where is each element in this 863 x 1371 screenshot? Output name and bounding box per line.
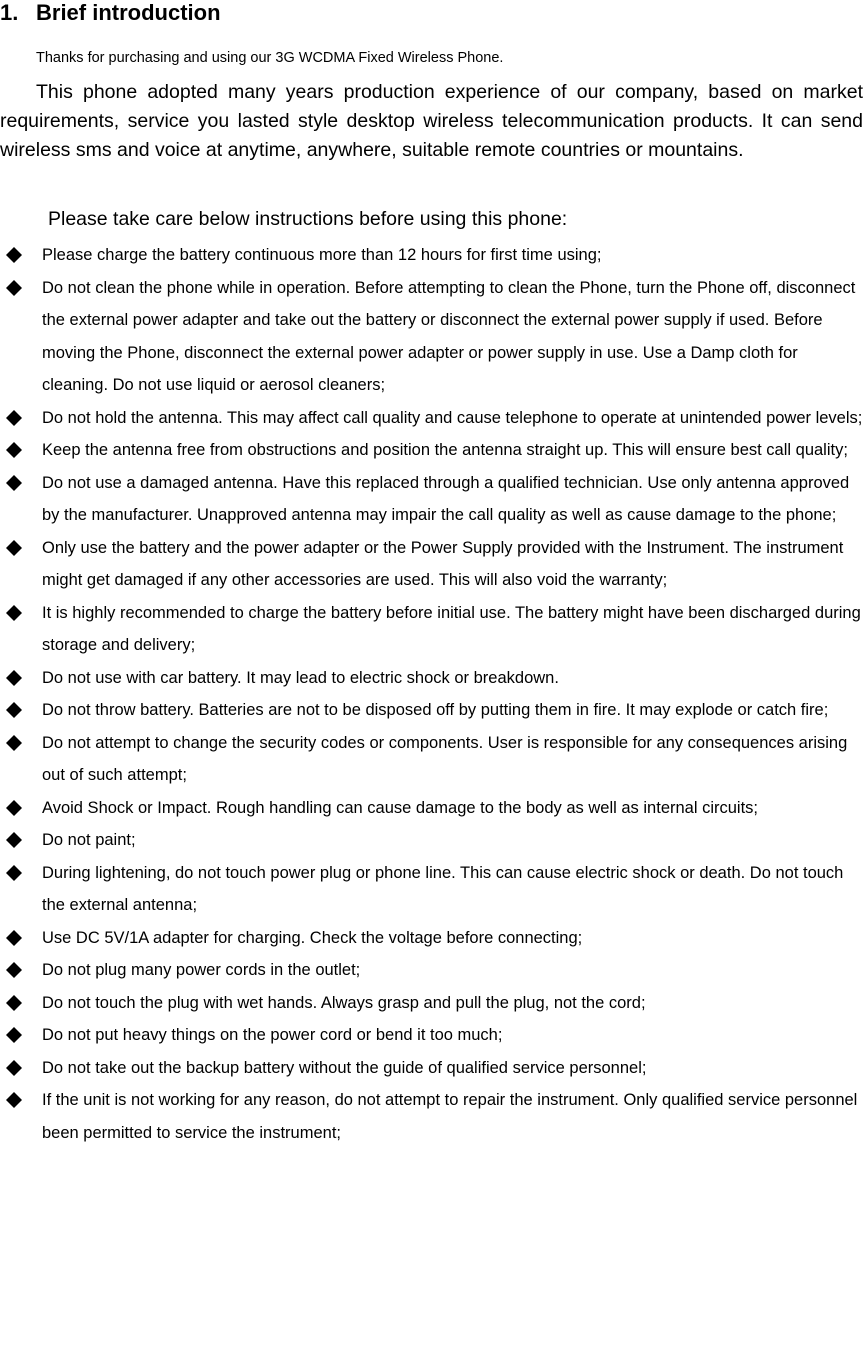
black-diamond-icon: [6, 1027, 22, 1043]
list-item: [0, 402, 863, 435]
black-diamond-icon: [6, 442, 22, 458]
list-item-text: Do not use a damaged antenna. Have this replaced through a qualified technician. Use only antenna approved by the manufacturer. Unapproved antenna may impair the call quality as well as cause damage to the phone;: [42, 473, 850, 524]
black-diamond-icon: [6, 800, 22, 816]
list-item-text: Do not take out the backup battery without the guide of qualified service personnel;: [42, 1058, 647, 1077]
black-diamond-icon: [6, 247, 22, 263]
black-diamond-icon: [6, 605, 22, 621]
list-item: [0, 922, 863, 955]
section-title: Brief introduction: [36, 0, 221, 25]
list-item-text: Do not use with car battery. It may lead to electric shock or breakdown.: [42, 668, 559, 687]
black-diamond-icon: [6, 1092, 22, 1108]
instruction-list: [0, 239, 863, 1149]
list-item: [0, 1019, 863, 1052]
thanks-line: Thanks for purchasing and using our 3G WCDMA Fixed Wireless Phone.: [36, 50, 504, 66]
list-item-text: Do not attempt to change the security codes or components. User is responsible for any consequences arising out of such attempt;: [42, 733, 848, 784]
list-item-text: Do not touch the plug with wet hands. Always grasp and pull the plug, not the cord;: [42, 993, 646, 1012]
black-diamond-icon: [6, 670, 22, 686]
list-item-text: Do not hold the antenna. This may affect call quality and cause telephone to operate at unintended power levels;: [42, 408, 863, 427]
black-diamond-icon: [6, 962, 22, 978]
black-diamond-icon: [6, 735, 22, 751]
care-heading: Please take care below instructions before using this phone:: [48, 208, 568, 230]
list-item: [0, 1052, 863, 1085]
black-diamond-icon: [6, 280, 22, 296]
black-diamond-icon: [6, 702, 22, 718]
list-item: [0, 239, 863, 272]
section-heading: [0, 0, 221, 26]
list-item: [0, 662, 863, 695]
black-diamond-icon: [6, 832, 22, 848]
intro-paragraph: This phone adopted many years production experience of our company, based on market requirements, service you lasted style desktop wireless telecommunication products. It can send wireless sms and voice at anytime, anywhere, suitable remote countries or mountains.: [0, 81, 863, 161]
list-item: [0, 532, 863, 597]
list-item-text: Do not plug many power cords in the outlet;: [42, 961, 361, 979]
list-item: [0, 467, 863, 532]
list-item-text: If the unit is not working for any reason, do not attempt to repair the instrument. Only qualified service personnel been permitted to service the instrument;: [42, 1091, 858, 1142]
black-diamond-icon: [6, 540, 22, 556]
black-diamond-icon: [6, 1060, 22, 1076]
list-item-text: Do not put heavy things on the power cord or bend it too much;: [42, 1026, 503, 1044]
black-diamond-icon: [6, 930, 22, 946]
list-item-text: Please charge the battery continuous more than 12 hours for first time using;: [42, 246, 602, 264]
list-item: [0, 824, 863, 857]
section-number: 1.: [0, 0, 19, 25]
list-item: [0, 954, 863, 987]
list-item: [0, 1084, 863, 1149]
list-item-text: Avoid Shock or Impact. Rough handling can cause damage to the body as well as internal circuits;: [42, 798, 759, 817]
black-diamond-icon: [6, 865, 22, 881]
black-diamond-icon: [6, 995, 22, 1011]
list-item: [0, 434, 863, 467]
list-item: [0, 272, 863, 402]
list-item: [0, 987, 863, 1020]
list-item-text: Do not throw battery. Batteries are not to be disposed off by putting them in fire. It may explode or catch fire;: [42, 701, 829, 719]
list-item: [0, 694, 863, 727]
list-item-text: Use DC 5V/1A adapter for charging. Check the voltage before connecting;: [42, 928, 583, 947]
black-diamond-icon: [6, 410, 22, 426]
list-item-text: It is highly recommended to charge the battery before initial use. The battery might have been discharged during storage and delivery;: [42, 603, 861, 654]
list-item: [0, 597, 863, 662]
black-diamond-icon: [6, 475, 22, 491]
list-item: [0, 727, 863, 792]
list-item-text: Keep the antenna free from obstructions and position the antenna straight up. This will ensure best call quality;: [42, 441, 848, 459]
list-item-text: Do not paint;: [42, 831, 136, 849]
list-item: [0, 857, 863, 922]
list-item-text: Only use the battery and the power adapter or the Power Supply provided with the Instrument. The instrument might get damaged if any other accessories are used. This will also void the warranty;: [42, 538, 844, 589]
list-item: [0, 792, 863, 825]
list-item-text: Do not clean the phone while in operation. Before attempting to clean the Phone, turn the Phone off, disconnect the external power adapter and take out the battery or disconnect the external power supply if used. Before moving the Phone, disconnect the external power adapter or power supply in use. Use a Damp cloth for cleaning. Do not use liquid or aerosol cleaners;: [42, 278, 856, 394]
list-item-text: During lightening, do not touch power plug or phone line. This can cause electric shock or death. Do not touch the external antenna;: [42, 863, 844, 914]
